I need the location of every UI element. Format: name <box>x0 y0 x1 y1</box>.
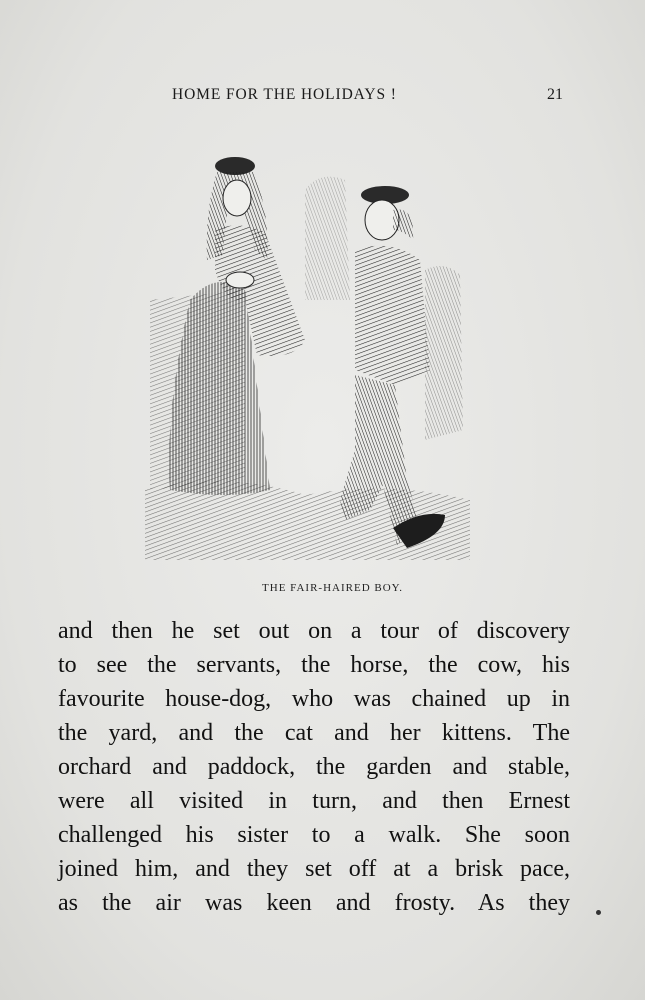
stone-post-shape <box>425 266 463 440</box>
text-line: were all visited in turn, and then Ernest <box>58 788 570 814</box>
headstone-shape <box>305 177 350 300</box>
text-line: orchard and paddock, the garden and stable, <box>58 754 570 780</box>
page-number: 21 <box>547 86 563 103</box>
text-line: challenged his sister to a walk. She soon <box>58 822 570 848</box>
ink-speck <box>596 910 601 915</box>
text-line: the yard, and the cat and her kittens. The <box>58 720 570 746</box>
text-line: favourite house-dog, who was chained up in <box>58 686 570 712</box>
girl-figure <box>169 157 305 495</box>
illustration-caption <box>0 578 645 596</box>
text-line: and then he set out on a tour of discovery <box>58 618 570 644</box>
text-line: joined him, and they set off at a brisk pace, <box>58 856 570 882</box>
text-line: as the air was keen and frosty. As they <box>58 890 570 916</box>
running-head: HOME FOR THE HOLIDAYS ! <box>172 86 397 103</box>
text-line: to see the servants, the horse, the cow, his <box>58 652 570 678</box>
engraving-illustration <box>145 150 470 560</box>
body-paragraph <box>58 614 570 920</box>
caption-text: THE FAIR-HAIRED BOY. <box>262 582 403 594</box>
